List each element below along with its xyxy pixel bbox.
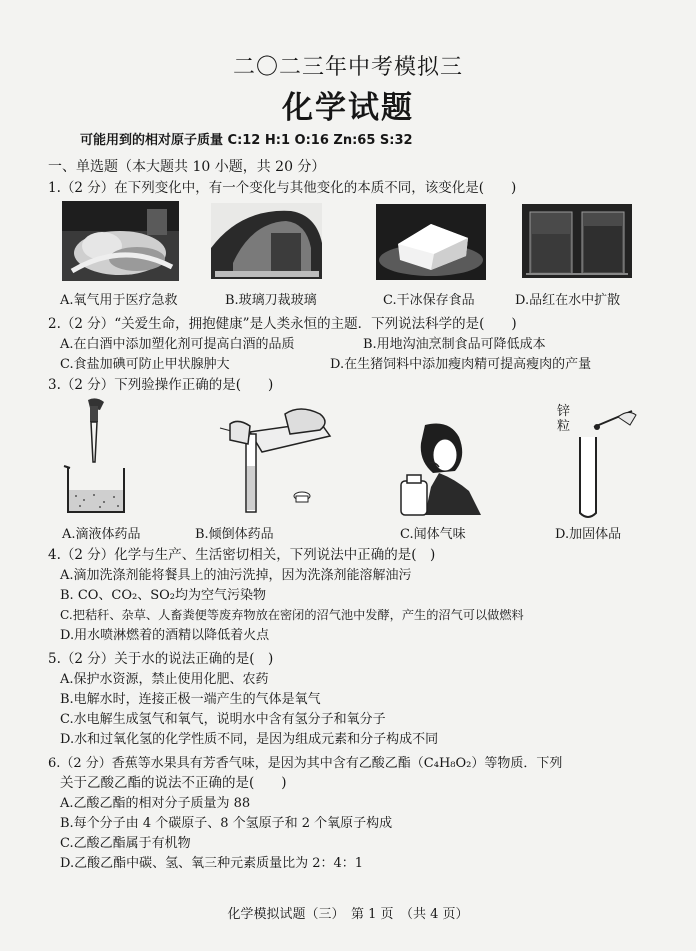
exam-title: 化学试题 <box>282 90 414 126</box>
question-1-option-a: A.氧气用于医疗急救 <box>60 293 178 308</box>
section-heading: 一、单选题（本大题共 10 小题，共 20 分） <box>48 159 326 175</box>
zinc-label <box>557 404 570 434</box>
photo-glass-cutter <box>211 203 322 279</box>
question-3-option-b: B.倾倒体药品 <box>195 527 274 542</box>
question-5-option-c: C.水电解生成氢气和氧气，说明水中含有氢分子和氧分子 <box>60 712 386 727</box>
photo-medical-oxygen <box>62 201 179 281</box>
photo-dye-diffusion <box>522 204 632 278</box>
question-3-stem: 3.（2 分）下列验操作正确的是( ) <box>48 377 274 393</box>
question-4-option-a: A.滴加洗涤剂能将餐具上的油污洗掉，因为洗涤剂能溶解油污 <box>60 568 412 583</box>
question-2-option-c: C.食盐加碘可防止甲状腺肿大 <box>60 357 230 372</box>
question-3-option-c: C.闻体气味 <box>400 527 466 542</box>
question-5-option-a: A.保护水资源，禁止使用化肥、农药 <box>60 672 269 687</box>
question-3-option-a: A.滴液体药品 <box>62 527 141 542</box>
question-1-option-c: C.干冰保存食品 <box>383 293 475 308</box>
photo-dry-ice <box>376 204 486 280</box>
question-2-option-a: A.在白酒中添加塑化剂可提高白酒的品质 <box>60 337 295 352</box>
question-2-option-b: B.用地沟油烹制食品可降低成本 <box>363 337 546 352</box>
figure-smelling-gas <box>395 421 485 516</box>
figure-adding-solid <box>570 405 640 520</box>
question-4-option-b: B. CO、CO₂、SO₂均为空气污染物 <box>60 588 267 603</box>
figure-pouring-liquid <box>190 404 340 514</box>
exam-subtitle: 二〇二三年中考模拟三 <box>232 55 463 80</box>
question-4-option-c: C.把秸秆、杂草、人畜粪便等废弃物放在密闭的沼气池中发酵，产生的沼气可以做燃料 <box>60 608 524 622</box>
question-3-option-d: D.加固体品 <box>555 527 622 542</box>
zinc-label-char-2: 粒 <box>557 419 571 434</box>
question-6-option-c: C.乙酸乙酯属于有机物 <box>60 836 191 851</box>
zinc-label-char-1: 锌 <box>557 404 571 419</box>
question-5-stem: 5.（2 分）关于水的说法正确的是( ) <box>48 651 274 667</box>
question-1-option-b: B.玻璃刀裁玻璃 <box>225 293 317 308</box>
figure-dropper-beaker <box>60 396 130 516</box>
question-6-option-d: D.乙酸乙酯中碳、氢、氧三种元素质量比为 2：4：1 <box>60 856 364 871</box>
question-1-option-d: D.品红在水中扩散 <box>515 293 621 308</box>
question-6-stem-line-2: 关于乙酸乙酯的说法不正确的是( ) <box>60 775 287 791</box>
question-5-option-b: B.电解水时，连接正极一端产生的气体是氧气 <box>60 692 321 707</box>
question-2-stem: 2.（2 分）“关爱生命，拥抱健康”是人类永恒的主题．下列说法科学的是( ) <box>48 316 517 332</box>
question-6-option-b: B.每个分子由 4 个碳原子、8 个氢原子和 2 个氧原子构成 <box>60 816 393 831</box>
question-4-stem: 4.（2 分）化学与生产、生活密切相关，下列说法中正确的是( ) <box>48 547 436 563</box>
question-1-stem: 1.（2 分）在下列变化中，有一个变化与其他变化的本质不同，该变化是( ) <box>48 180 517 196</box>
atomic-masses-line: 可能用到的相对原子质量 C:12 H:1 O:16 Zn:65 S:32 <box>80 133 413 148</box>
question-5-option-d: D.水和过氧化氢的化学性质不同，是因为组成元素和分子构成不同 <box>60 732 439 747</box>
question-2-option-d: D.在生猪饲料中添加瘦肉精可提高瘦肉的产量 <box>330 357 592 372</box>
question-4-option-d: D.用水喷淋燃着的酒精以降低着火点 <box>60 628 270 643</box>
question-6-stem-line-1: 6.（2 分）香蕉等水果具有芳香气味，是因为其中含有乙酸乙酯（C₄H₈O₂）等物质．下列 <box>48 756 563 771</box>
question-6-option-a: A.乙酸乙酯的相对分子质量为 88 <box>60 796 251 811</box>
page-footer: 化学模拟试题（三） 第 1 页 （共 4 页） <box>227 907 469 922</box>
